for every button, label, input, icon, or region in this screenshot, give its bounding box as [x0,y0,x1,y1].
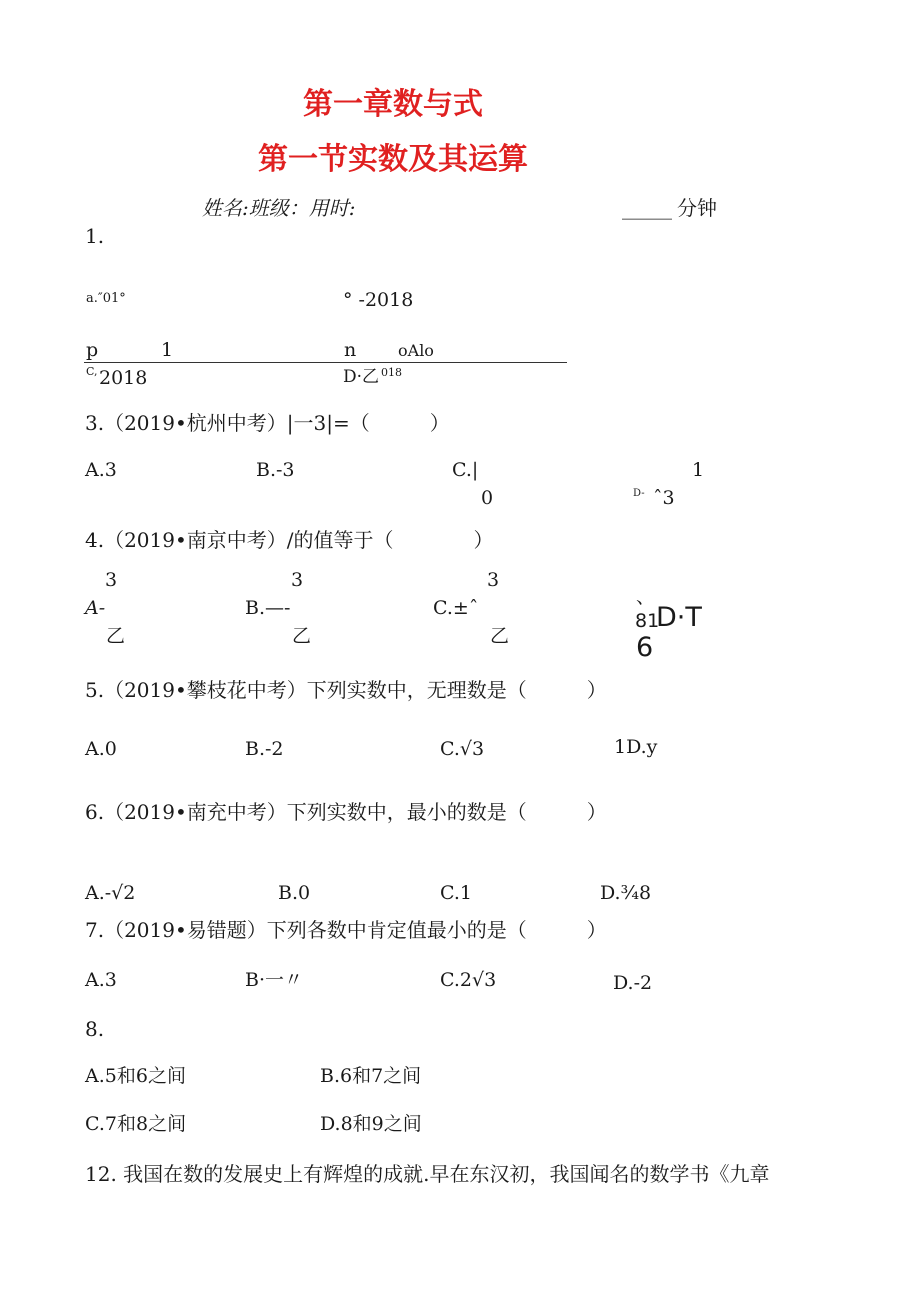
q3-option-d-top: 1 [692,459,705,481]
q3-option-b: B.-3 [256,459,295,481]
q1-fraction-1: 1 [161,339,174,361]
q1-option-d: D·乙 [343,367,380,387]
q4-option-b-denominator: 乙 [292,625,312,647]
q5-option-c: C.√3 [440,738,485,760]
q1-fraction-p: p [86,339,99,361]
time-unit: 分钟 [677,196,717,220]
q1-number: 1. [85,224,105,248]
q6-option-c: C.1 [440,882,472,904]
q8-option-d: D.8和9之间 [320,1113,422,1135]
q6-option-a: A.-√2 [85,882,136,904]
q8-option-a: A.5和6之间 [85,1065,186,1087]
q7-option-b: B·一〃 [245,969,304,991]
q1-fraction-oalo: oAlo [398,341,434,360]
q1-fraction-line [84,362,567,363]
q4-option-d-81: 81 [635,610,660,632]
q6-stem: 6.（2019•南充中考）下列实数中，最小的数是（ ） [85,800,607,824]
q4-option-d-6: 6 [636,632,654,663]
q3-stem: 3.（2019•杭州中考）|一3|=（ ） [85,411,450,435]
q3-option-a: A.3 [85,459,117,481]
q4-option-b: B.—- [245,597,291,619]
q1-option-d-sup: 018 [381,366,402,379]
q7-option-d: D.-2 [613,972,653,994]
q4-option-b-numerator: 3 [291,569,304,591]
q3-option-d-prefix: D- [633,488,645,499]
q7-stem: 7.（2019•易错题）下列各数中肯定值最小的是（ ） [85,918,607,942]
q4-option-a-numerator: 3 [105,569,118,591]
q4-option-a: A- [85,597,106,619]
q4-option-c-numerator: 3 [487,569,500,591]
student-info: 姓名:班级：用时: [202,196,356,220]
q12-text: 12. 我国在数的发展史上有辉煌的成就.早在东汉初，我国闻名的数学书《九章 [85,1162,770,1186]
q4-option-d: D·T [656,602,702,633]
q8-option-c: C.7和8之间 [85,1113,187,1135]
q5-option-a: A.0 [85,738,117,760]
q4-option-d-mark: 、 [636,586,656,608]
q7-option-a: A.3 [85,969,117,991]
q7-option-c: C.2√3 [440,969,497,991]
q3-option-c-sub: 0 [481,487,494,509]
q1-option-c-prefix: C, [86,365,98,378]
q5-option-b: B.-2 [245,738,284,760]
q1-fraction-n: n [344,339,357,361]
section-title: 第一节实数及其运算 [258,142,528,177]
q8-option-b: B.6和7之间 [320,1065,422,1087]
q1-option-a: a.″01° [86,291,126,306]
q6-option-d: D.¾8 [600,882,652,904]
q1-option-c: 2018 [99,367,148,389]
q8-number: 8. [85,1017,105,1041]
q5-option-d: 1D.y [614,736,658,758]
time-blank: _____ [622,196,672,220]
q3-option-c: C.| [452,459,479,481]
q4-option-a-denominator: 乙 [106,625,126,647]
q5-stem: 5.（2019•攀枝花中考）下列实数中，无理数是（ ） [85,678,607,702]
q1-option-b: ° -2018 [343,289,414,311]
q4-option-c: C.±ˆ [433,597,479,619]
q3-option-d: ˆ3 [653,487,675,509]
chapter-title: 第一章数与式 [303,87,483,122]
q4-option-c-denominator: 乙 [490,625,510,647]
q6-option-b: B.0 [278,882,311,904]
q4-stem: 4.（2019•南京中考）/的值等于（ ） [85,528,494,552]
